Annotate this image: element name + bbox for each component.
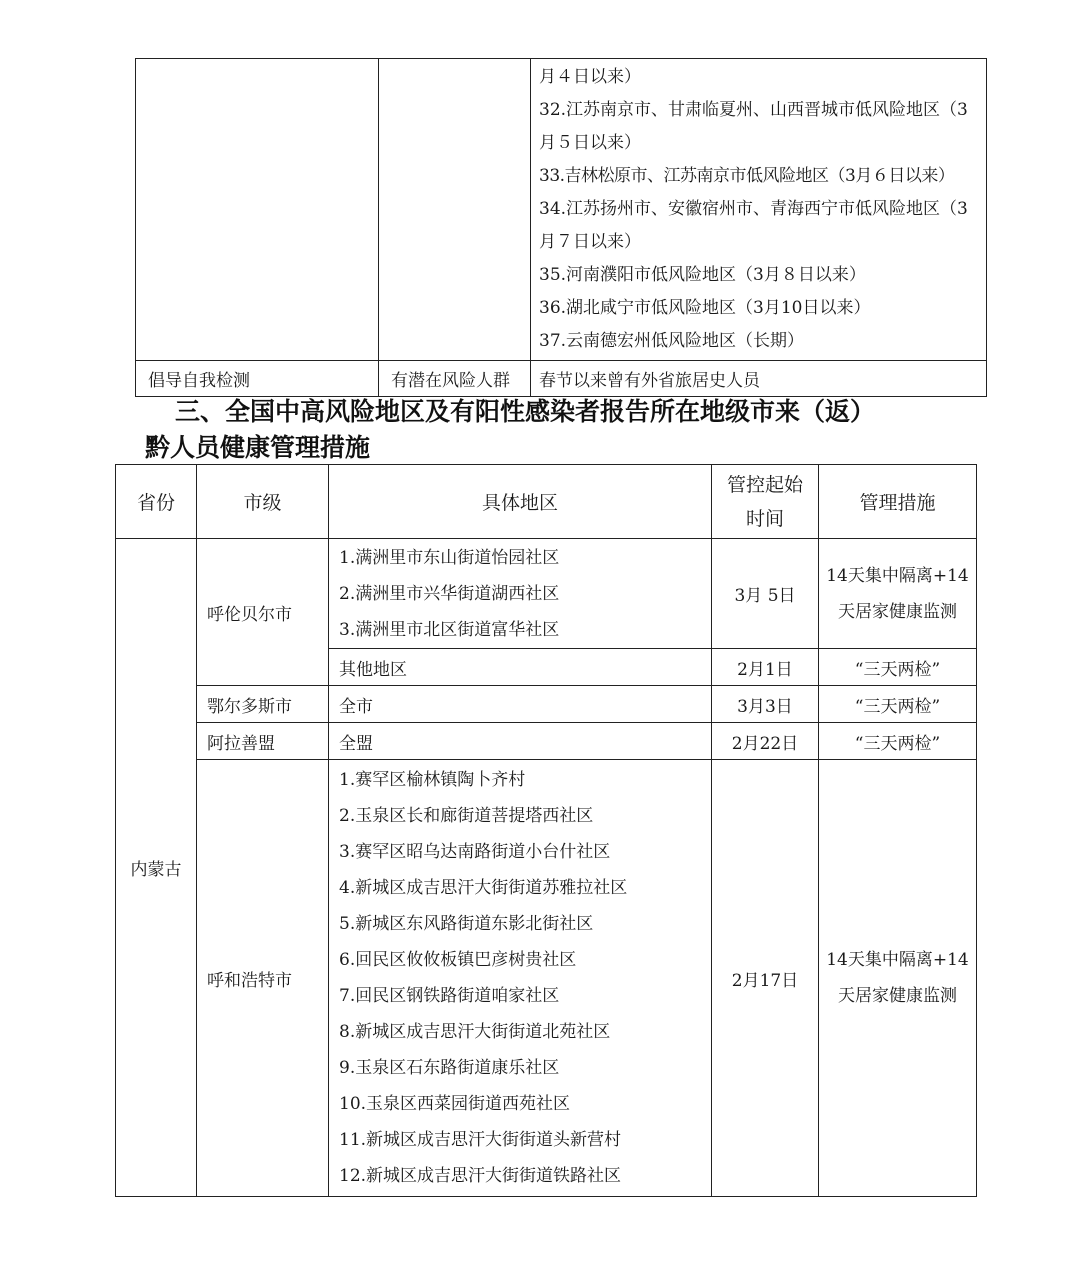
- list-item: 32.江苏南京市、甘肃临夏州、山西晋城市低风险地区（3: [539, 100, 968, 120]
- list-item: 34.江苏扬州市、安徽宿州市、青海西宁市低风险地区（3: [539, 199, 968, 219]
- list-item: 7.回民区钢铁路街道咱家社区: [339, 986, 560, 1006]
- start-time-cell: 2月22日: [712, 723, 819, 760]
- header-start-line1: 管控起始: [726, 473, 803, 496]
- list-item: 4.新城区成吉思汗大街街道苏雅拉社区: [339, 878, 628, 898]
- section-heading-line2: 黔人员健康管理措施: [145, 433, 371, 462]
- start-time-cell: 3月 5日: [712, 539, 819, 649]
- list-item: 月７日以来）: [539, 232, 641, 252]
- scope-cell: 春节以来曾有外省旅居史人员: [531, 361, 987, 397]
- risk-area-table-continued: [135, 58, 987, 397]
- list-item: 6.回民区攸攸板镇巴彦树贵社区: [339, 950, 577, 970]
- city-alxa: 阿拉善盟: [197, 723, 329, 760]
- list-item: 33.吉林松原市、江苏南京市低风险地区（3月６日以来）: [539, 166, 955, 186]
- list-item: 月４日以来）: [539, 67, 641, 87]
- list-item: 11.新城区成吉思汗大街街道头新营村: [339, 1130, 622, 1150]
- table-row: [116, 760, 977, 1197]
- table-header-row: [116, 465, 977, 539]
- list-item: 5.新城区东风路街道东影北街社区: [339, 914, 594, 934]
- header-start-line2: 时间: [745, 507, 784, 530]
- list-item: 35.河南濮阳市低风险地区（3月８日以来）: [539, 265, 866, 285]
- list-item: 10.玉泉区西菜园街道西苑社区: [339, 1094, 571, 1114]
- measure-line1: 14天集中隔离+14: [826, 950, 969, 970]
- area-list: [329, 539, 712, 649]
- measure-cell: “三天两检”: [819, 649, 977, 686]
- header-area: 具体地区: [329, 465, 712, 539]
- area-cell: 其他地区: [329, 649, 712, 686]
- province-cell: 内蒙古: [116, 539, 197, 1197]
- list-item: 8.新城区成吉思汗大街街道北苑社区: [339, 1022, 611, 1042]
- measure-cell: [819, 539, 977, 649]
- measure-cell: “三天两检”: [819, 723, 977, 760]
- list-item: 9.玉泉区石东路街道康乐社区: [339, 1058, 560, 1078]
- table-row: [116, 723, 977, 760]
- start-time-cell: 3月3日: [712, 686, 819, 723]
- city-ordos: 鄂尔多斯市: [197, 686, 329, 723]
- inner-mongolia-management-table: [115, 464, 977, 1197]
- header-city: 市级: [197, 465, 329, 539]
- table-row: [136, 361, 987, 397]
- section-heading: [145, 394, 875, 466]
- city-hohhot: 呼和浩特市: [197, 760, 329, 1197]
- start-time-cell: 2月1日: [712, 649, 819, 686]
- section-heading-line1: 三、全国中高风险地区及有阳性感染者报告所在地级市来（返）: [175, 397, 876, 426]
- empty-cell: [379, 59, 531, 361]
- empty-cell: [136, 59, 379, 361]
- list-item: 36.湖北咸宁市低风险地区（3月10日以来）: [539, 298, 871, 318]
- list-item: 2.满洲里市兴华街道湖西社区: [339, 583, 560, 604]
- header-province: 省份: [116, 465, 197, 539]
- list-item: 3.赛罕区昭乌达南路街道小台什社区: [339, 842, 611, 862]
- header-start-time: [712, 465, 819, 539]
- measure-line2: 天居家健康监测: [838, 986, 957, 1006]
- list-item: 1.赛罕区榆林镇陶卜齐村: [339, 770, 526, 790]
- table-row: [116, 539, 977, 649]
- measure-cell: “三天两检”: [819, 686, 977, 723]
- city-hulunbuir: 呼伦贝尔市: [197, 539, 329, 686]
- area-cell: 全市: [329, 686, 712, 723]
- header-measure: 管理措施: [819, 465, 977, 539]
- measure-cell: 倡导自我检测: [136, 361, 379, 397]
- list-item: 37.云南德宏州低风险地区（长期）: [539, 331, 805, 351]
- table-row: [116, 686, 977, 723]
- list-item: 12.新城区成吉思汗大街街道铁路社区: [339, 1166, 622, 1186]
- list-item: 月５日以来）: [539, 133, 641, 153]
- area-list: [329, 760, 712, 1197]
- area-cell: 全盟: [329, 723, 712, 760]
- table-row: [136, 59, 987, 361]
- list-item: 3.满洲里市北区街道富华社区: [339, 619, 560, 640]
- measure-line1: 14天集中隔离+14: [826, 565, 969, 586]
- low-risk-area-list: [531, 59, 987, 361]
- list-item: 1.满洲里市东山街道怡园社区: [339, 547, 560, 568]
- list-item: 2.玉泉区长和廊街道菩提塔西社区: [339, 806, 594, 826]
- group-cell: 有潜在风险人群: [379, 361, 531, 397]
- start-time-cell: 2月17日: [712, 760, 819, 1197]
- measure-line2: 天居家健康监测: [838, 601, 957, 622]
- measure-cell: [819, 760, 977, 1197]
